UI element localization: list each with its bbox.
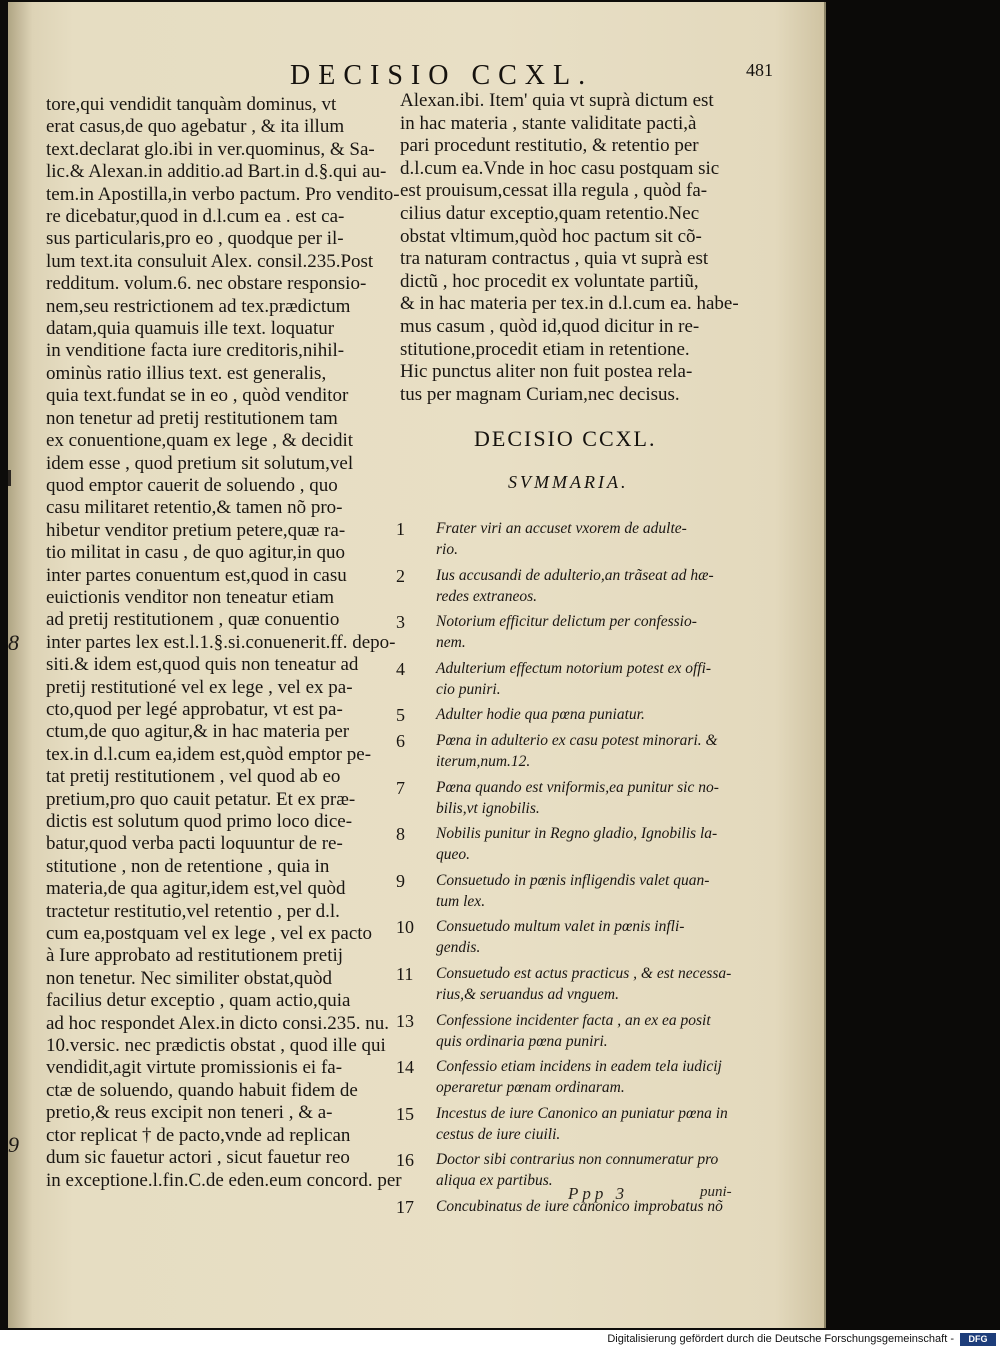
text-line: erat casus,de quo agebatur , & ita illum (46, 116, 345, 138)
summary-item (396, 1010, 746, 1052)
text-line: inter partes conuentum est,quod in casu (46, 564, 347, 586)
summary-text (436, 823, 746, 865)
summary-line: iterum,num.12. (436, 752, 531, 770)
text-line: obstat vltimum,quòd hoc pactum sit cõ- (400, 225, 702, 247)
summary-number: 9 (396, 870, 405, 891)
summary-number: 10 (396, 917, 414, 938)
book-page (8, 2, 826, 1328)
text-line: hibetur venditor pretium petere,quæ ra- (46, 519, 346, 541)
summary-number: 16 (396, 1150, 414, 1171)
text-line: tex.in d.l.cum ea,idem est,quòd emptor pe- (46, 743, 372, 765)
summary-line: Frater viri an accuset vxorem de adulte- (436, 520, 687, 537)
summary-item (396, 730, 746, 772)
text-line: à Iure approbato ad restitutionem pretij (46, 945, 344, 967)
text-line: quia text.fundat se in eo , quòd venditor (46, 385, 349, 407)
text-line: datam,quia quamuis ille text. loquatur (46, 318, 335, 340)
summary-text (436, 518, 746, 560)
summary-line: Incestus de iure Canonico an puniatur pœna in (436, 1104, 728, 1122)
left-text-column (46, 94, 402, 1192)
summary-line: bilis,vt ignobilis. (436, 799, 540, 817)
summary-line: operaretur pœnam ordinaram. (436, 1079, 625, 1097)
text-line: casu militaret retentio,& tamen nõ pro- (46, 497, 343, 519)
summary-item (396, 658, 746, 700)
text-line: est prouisum,cessat illa regula , quòd fa- (400, 180, 708, 202)
text-line: tractetur restitutio,vel retentio , per d.l. (46, 900, 340, 922)
text-line: tem.in Apostilla,in verbo pactum. Pro vendito- (46, 183, 400, 205)
text-line: in venditione facta iure creditoris,nihil- (46, 340, 345, 362)
summary-text (436, 777, 746, 819)
summary-line: Adulterium effectum notorium potest ex offi- (436, 659, 712, 677)
text-line: cto,quod per legé approbatur, vt est pa- (46, 698, 343, 720)
summary-line: quis ordinaria pœna puniri. (436, 1032, 608, 1050)
summary-line: nem. (436, 634, 466, 652)
text-line: quod emptor cauerit de soluendo , quo (46, 474, 338, 496)
summary-item (396, 611, 746, 653)
summary-line: Pœna quando est vniformis,ea punitur sic no- (436, 778, 719, 796)
text-line: text.declarat glo.ibi in ver.quominus, & Sa- (46, 138, 375, 160)
text-line: pretij restitutioné vel ex lege , vel ex pa- (46, 676, 353, 698)
summary-line: queo. (436, 846, 471, 864)
text-line: non tenetur ad pretij restitutionem tam (46, 407, 338, 429)
summary-line: redes extraneos. (436, 587, 538, 605)
summary-line: Adulter hodie qua pœna puniatur. (436, 706, 645, 724)
signature-mark: Ppp 3 (568, 1184, 629, 1203)
text-line: in hac materia , stante validitate pacti,à (400, 112, 697, 134)
summary-line: Confessio etiam incidens in eadem tela iudicij (436, 1058, 722, 1076)
footer-credit: Digitalisierung gefördert durch die Deutsche Forschungsgemeinschaft - (607, 1333, 954, 1345)
text-line: vendidit,agit virtute promissionis ei fa- (46, 1057, 343, 1079)
text-line: tat pretij restitutionem , vel quod ab eo (46, 766, 341, 788)
dfg-logo-icon: DFG (960, 1333, 996, 1346)
summary-text (436, 1010, 746, 1052)
summary-item (396, 916, 746, 958)
summary-line: cio puniri. (436, 680, 501, 698)
folio-number: 481 (746, 60, 773, 80)
summary-number: 11 (396, 963, 414, 984)
summary-item (396, 1103, 746, 1145)
text-line: euictionis venditor non teneatur etiam (46, 586, 335, 608)
summary-text (436, 565, 746, 607)
ink-mark (8, 470, 11, 486)
summary-number: 5 (396, 705, 405, 726)
summary-item (396, 823, 746, 865)
decision-heading: DECISIO CCXL. (474, 426, 657, 451)
summary-item (396, 963, 746, 1005)
summary-item (396, 565, 746, 607)
summary-line: Doctor sibi contrarius non connumeratur pro (436, 1151, 719, 1169)
text-line: pretium,pro quo cauit petatur. Et ex præ- (46, 788, 356, 810)
text-line: Alexan.ibi. Item' quia vt suprà dictum est (400, 90, 714, 111)
text-line: lum text.ita consuluit Alex. consil.235.Post (46, 250, 374, 272)
text-line: batur,quod verba pacti loquuntur de re- (46, 833, 343, 855)
summary-line: Nobilis punitur in Regno gladio, Ignobilis la- (436, 825, 718, 843)
text-line: in exceptione.l.fin.C.de eden.eum concord. per (46, 1169, 402, 1191)
running-header: DECISIO CCXL. (290, 60, 594, 91)
text-line: stitutione , non de retentione , quia in (46, 855, 330, 877)
text-line: facilius detur exceptio , quam actio,quia (46, 990, 351, 1012)
text-line: non tenetur. Nec similiter obstat,quòd (46, 967, 333, 989)
text-line: materia,de qua agitur,idem est,vel quòd (46, 878, 346, 900)
summary-number: 8 (396, 824, 405, 845)
summary-line: Consuetudo in pœnis infligendis valet quan- (436, 871, 710, 889)
text-line: ad pretij restitutionem , quæ conuentio (46, 609, 340, 631)
summary-line: rius,& seruandus ad vnguem. (436, 985, 619, 1003)
summary-line: Notorium efficitur delictum per confessio- (436, 613, 697, 631)
summary-text (436, 1103, 746, 1145)
margin-number: 8 (8, 630, 19, 655)
summary-item (396, 518, 746, 560)
summary-line: rio. (436, 541, 458, 558)
text-line: pretio,& reus excipit non teneri , & a- (46, 1102, 333, 1124)
text-line: ex conuentione,quam ex lege , & decidit (46, 430, 354, 452)
summary-number: 3 (396, 612, 405, 633)
right-text-column (400, 90, 740, 406)
summary-line: Concubinatus de iure canonico improbatus nõ (436, 1197, 723, 1215)
text-line: ad hoc respondet Alex.in dicto consi.235. nu. (46, 1012, 389, 1034)
text-line: ctor replicat † de pacto,vnde ad replican (46, 1124, 351, 1146)
summary-number: 15 (396, 1103, 414, 1124)
text-line: idem esse , quod pretium sit solutum,vel (46, 452, 354, 474)
text-line: mus casum , quòd id,quod dicitur in re- (400, 315, 700, 337)
summary-line: Ius accusandi de adulterio,an trãseat ad hæ- (436, 566, 714, 584)
summary-line: Pœna in adulterio ex casu potest minorari. & (436, 731, 718, 749)
text-line: dum sic fauetur actori , sicut fauetur reo (46, 1147, 350, 1169)
summary-item (396, 704, 746, 725)
summary-text (436, 916, 746, 958)
text-line: siti.& idem est,quod quis non teneatur ad (46, 654, 359, 676)
summary-line: aliqua ex partibus. (436, 1172, 553, 1190)
footer-bar (0, 1330, 1000, 1350)
summary-text (436, 658, 746, 700)
summary-number: 7 (396, 777, 405, 798)
summary-number: 4 (396, 658, 405, 679)
text-line: inter partes lex est.l.1.§.si.conuenerit.ff. depo- (46, 631, 396, 653)
text-line: lic.& Alexan.in additio.ad Bart.in d.§.qui au- (46, 161, 387, 183)
text-line: tore,qui vendidit tanquàm dominus, vt (46, 94, 337, 115)
summary-text (436, 870, 746, 912)
summary-number: 1 (396, 519, 405, 539)
summary-heading: SVMMARIA. (508, 472, 629, 492)
summary-line: tum lex. (436, 892, 486, 910)
summary-line: Consuetudo multum valet in pœnis infli- (436, 918, 685, 936)
summary-number: 2 (396, 565, 405, 586)
text-line: tus per magnam Curiam,nec decisus. (400, 383, 680, 405)
summary-text (436, 704, 746, 725)
text-line: dictũ , hoc procedit ex voluntate partiũ, (400, 270, 699, 292)
text-line: cilius datur exceptio,quam retentio.Nec (400, 202, 700, 224)
margin-number: 9 (8, 1132, 19, 1157)
summary-line: cestus de iure ciuili. (436, 1125, 561, 1143)
summary-list (396, 518, 746, 1222)
text-line: redditum. volum.6. nec obstare responsio- (46, 273, 367, 295)
text-line: 10.versic. nec prædictis obstat , quod ille qui (46, 1035, 386, 1057)
text-line: cum ea,postquam vel ex lege , vel ex pacto (46, 923, 373, 945)
summary-number: 17 (396, 1196, 414, 1217)
summary-number: 14 (396, 1057, 414, 1078)
scan-background (826, 0, 1000, 1330)
summary-line: Consuetudo est actus practicus , & est necessa- (436, 964, 732, 982)
text-line: tio militat in casu , de quo agitur,in quo (46, 542, 345, 564)
text-line: Hic punctus aliter non fuit postea rela- (400, 361, 693, 383)
summary-text (436, 1056, 746, 1098)
text-line: ctæ de soluendo, quando habuit fidem de (46, 1079, 358, 1101)
summary-line: gendis. (436, 939, 481, 957)
summary-text (436, 730, 746, 772)
text-line: ctum,de quo agitur,& in hac materia per (46, 721, 350, 743)
summary-text (436, 963, 746, 1005)
text-line: re dicebatur,quod in d.l.cum ea . est ca- (46, 206, 345, 228)
text-line: pari procedunt restitutio, & retentio per (400, 135, 699, 157)
catchword: puni- (700, 1184, 732, 1200)
text-line: d.l.cum ea.Vnde in hoc casu postquam sic (400, 157, 720, 179)
summary-text (436, 611, 746, 653)
text-line: ominùs ratio illius text. est generalis, (46, 362, 327, 384)
text-line: sus particularis,pro eo , quodque per il- (46, 228, 344, 250)
summary-number: 6 (396, 730, 405, 751)
summary-item (396, 1056, 746, 1098)
summary-number: 13 (396, 1010, 414, 1031)
text-line: nem,seu restrictionem ad tex.prædictum (46, 295, 351, 317)
summary-line: Confessione incidenter facta , an ex ea posit (436, 1011, 711, 1029)
text-line: dictis est solutum quod primo loco dice- (46, 811, 353, 832)
summary-item (396, 870, 746, 912)
text-line: & in hac materia per tex.in d.l.cum ea. habe- (400, 293, 739, 315)
text-line: stitutione,procedit etiam in retentione. (400, 338, 690, 360)
text-line: tra naturam contractus , quia vt suprà est (400, 248, 709, 270)
summary-item (396, 777, 746, 819)
